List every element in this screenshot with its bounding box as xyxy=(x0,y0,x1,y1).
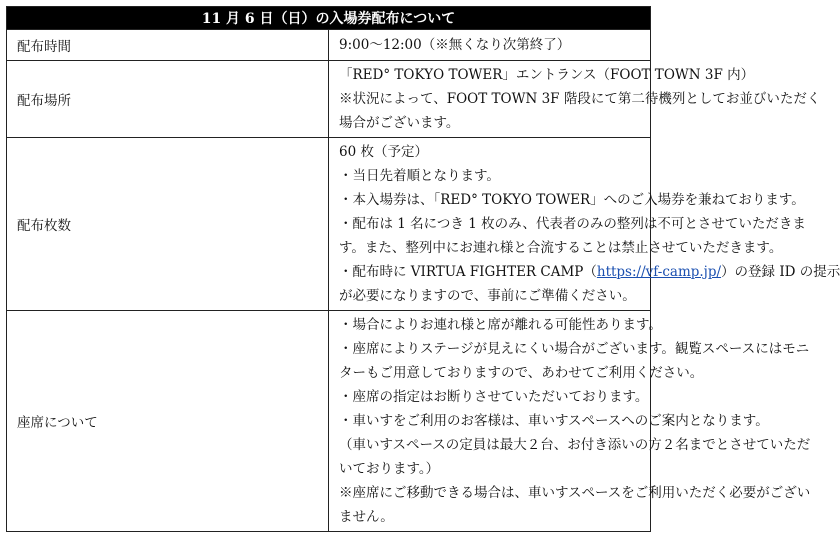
entry-ticket-info-table xyxy=(6,6,840,532)
content-distribution-count xyxy=(329,138,840,311)
vf-camp-link[interactable]: https://vf-camp.jp/ xyxy=(596,264,722,280)
count-line-7: が必要になりますので、事前にご準備ください。 xyxy=(339,288,636,304)
count-line-6-prefix: ・配布時に VIRTUA FIGHTER CAMP（ xyxy=(339,264,597,280)
count-line-3: ・本入場券は、「RED° TOKYO TOWER」へのご入場券を兼ねております。 xyxy=(339,192,805,208)
seats-line-7: いております。） xyxy=(339,461,440,477)
title-row xyxy=(7,7,651,30)
row-seats xyxy=(7,311,651,532)
seats-line-2: ・座席によりステージが見えにくい場合がございます。観覧スペースにはモニ xyxy=(339,341,810,357)
content-distribution-place xyxy=(329,61,821,138)
count-line-2: ・当日先着順となります。 xyxy=(339,168,500,184)
seats-line-4: ・座席の指定はお断りさせていただいております。 xyxy=(339,389,649,405)
table-title: 11 月 6 日（日）の入場券配布について xyxy=(7,7,651,30)
place-line-2: ※状況によって、FOOT TOWN 3F 階段にて第二待機列としてお並びいただく xyxy=(339,91,821,107)
label-distribution-place: 配布場所 xyxy=(7,61,329,138)
content-distribution-time xyxy=(329,30,651,61)
place-line-3: 場合がございます。 xyxy=(339,115,460,131)
label-distribution-count: 配布枚数 xyxy=(7,138,329,311)
seats-line-1: ・場合によりお連れ様と席が離れる可能性あります。 xyxy=(339,317,662,333)
label-distribution-time: 配布時間 xyxy=(7,30,329,61)
seats-line-6: （車いすスペースの定員は最大２台、お付き添いの方２名までとさせていただ xyxy=(339,437,811,453)
seats-line-3: ターもご用意しておりますので、あわせてご利用ください。 xyxy=(339,365,704,381)
seats-line-5: ・車いすをご利用のお客様は、車いすスペースへのご案内となります。 xyxy=(339,413,769,429)
count-line-1: 60 枚（予定） xyxy=(339,144,428,160)
count-line-5: す。また、整列中にお連れ様と合流することは禁止させていただきます。 xyxy=(339,240,783,256)
count-line-6 xyxy=(339,260,840,284)
label-seats: 座席について xyxy=(7,311,329,532)
count-line-4: ・配布は 1 名につき 1 枚のみ、代表者のみの整列は不可とさせていただきま xyxy=(339,216,806,232)
row-distribution-place xyxy=(7,61,651,138)
time-line-1: 9:00～12:00（※無くなり次第終了） xyxy=(339,37,571,53)
content-seats xyxy=(329,311,811,532)
seats-line-8: ※座席にご移動できる場合は、車いすスペースをご利用いただく必要がござい xyxy=(339,485,811,501)
row-distribution-count xyxy=(7,138,651,311)
row-distribution-time xyxy=(7,30,651,61)
seats-line-9: ません。 xyxy=(339,509,394,525)
count-line-6-suffix: ）の登録 ID の提示 xyxy=(721,264,840,280)
place-line-1: 「RED° TOKYO TOWER」エントランス（FOOT TOWN 3F 内） xyxy=(339,67,755,83)
